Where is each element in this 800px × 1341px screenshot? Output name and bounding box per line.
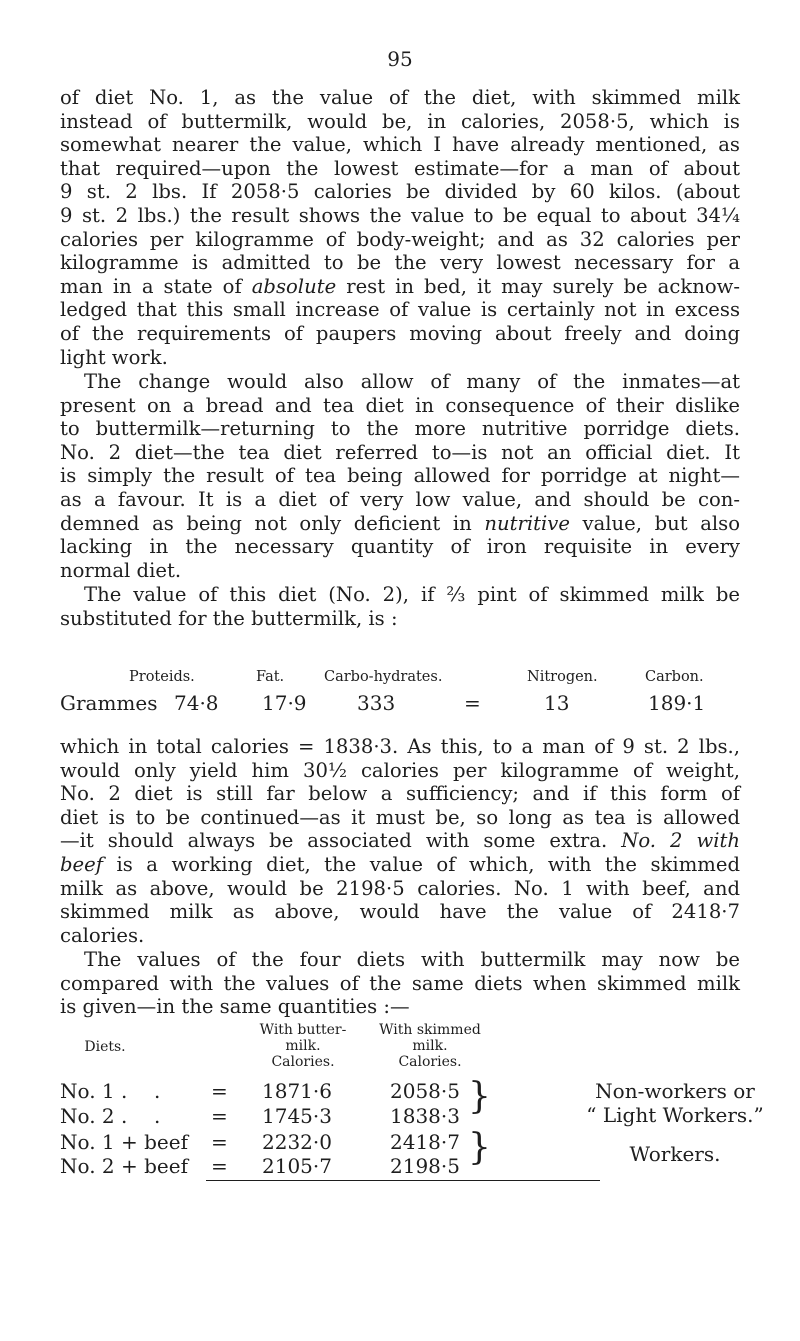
header-line: Calories. [271,1054,335,1070]
table-bottom-rule [206,1180,600,1181]
header-line: milk. [285,1038,321,1054]
paragraph-5 [60,948,740,1019]
nutrient-table [60,669,760,719]
diets-comparison-table [60,1019,780,1229]
header-line: With skimmed [379,1022,481,1038]
text-line: The values of the four diets with buttermilk may now be [84,948,740,971]
buttermilk-calories: 1745·3 [262,1104,332,1128]
text-line: No. 2 diet—the tea diet referred to—is not an official diet. It [60,440,740,464]
text-line: compared with the values of the same diets when skimmed milk [60,971,740,995]
value-fat: 17·9 [262,691,307,715]
row-label-grammes: Grammes [60,691,158,715]
text-line: No. 2 diet is still far below a sufficiency; and if this form of [60,782,740,806]
skimmed-milk-calories: 1838·3 [390,1104,460,1128]
text-line: as a favour. It is a diet of very low value, and should be con- [60,487,740,511]
buttermilk-calories: 1871·6 [262,1079,332,1103]
equals-sign: = [464,691,481,715]
text-line: instead of buttermilk, would be, in calories, 2058·5, which is [60,109,740,133]
header-proteids: Proteids. [129,669,195,685]
text-line: normal diet. [60,558,182,582]
skimmed-milk-calories: 2198·5 [390,1154,460,1178]
text-line: light work. [60,345,168,369]
brace-right: } [468,1076,491,1117]
text-line: skimmed milk as above, would have the value of 2418·7 [60,900,740,924]
italic-no2-with: No. 2 with [621,829,741,853]
value-proteids: 74·8 [174,691,219,715]
text-line: to buttermilk—returning to the more nutritive porridge diets. [60,417,740,441]
text-fragment: value, but also [569,511,741,535]
value-nitrogen: 13 [544,691,570,715]
text-line: lacking in the necessary quantity of iron requisite in every [60,535,740,559]
italic-beef: beef [60,852,103,876]
text-line: ledged that this small increase of value is certainly not in excess [60,298,740,322]
diet-name: No. 2 . [60,1104,128,1128]
group-line: Non-workers or [595,1079,755,1103]
leader-dot: . [154,1079,161,1103]
text-line: is simply the result of tea being allowed for porridge at night— [60,464,740,488]
skimmed-milk-calories: 2418·7 [390,1130,460,1154]
text-line: substituted for the buttermilk, is : [60,606,398,630]
header-carbon: Carbon. [645,669,704,685]
equals-sign: = [211,1079,228,1103]
italic-nutritive: nutritive [484,511,570,535]
text-line: 9 st. 2 lbs.) the result shows the value to be equal to about 34¼ [60,203,740,227]
diet-name: No. 2 + beef [60,1154,188,1178]
text-line: The value of this diet (No. 2), if ⅔ pint of skimmed milk be [84,583,740,606]
text-fragment: rest in bed, it may surely be acknow- [336,274,741,298]
header-nitrogen: Nitrogen. [527,669,598,685]
group-line: “ Light Workers.” [586,1103,764,1127]
value-carbohydrates: 333 [357,691,396,715]
text-line: calories. [60,923,145,947]
diet-name: No. 1 . [60,1079,128,1103]
text-line-with-italic [60,829,740,853]
text-line: is given—in the same quantities :— [60,995,410,1019]
header-line: milk. [412,1038,448,1054]
paragraph-4 [60,735,740,947]
buttermilk-calories: 2105·7 [262,1154,332,1178]
header-fat: Fat. [256,669,285,685]
text-line: would only yield him 30½ calories per kilogramme of weight, [60,758,740,782]
text-fragment: —it should always be associated with some extra. [60,829,622,853]
paragraph-1 [60,86,740,369]
header-carbohydrates: Carbo-hydrates. [324,669,443,685]
text-line-with-italic [60,853,740,877]
paragraph-2 [60,370,740,582]
header-with-skimmed-milk [370,1022,490,1070]
text-line: calories per kilogramme of body-weight; and as 32 calories per [60,227,740,251]
text-line: of the requirements of paupers moving about freely and doing [60,321,740,345]
value-carbon: 189·1 [648,691,706,715]
brace-right: } [468,1127,491,1168]
leader-dot: . [154,1104,161,1128]
equals-sign: = [211,1104,228,1128]
paragraph-3 [60,583,740,630]
text-line: kilogramme is admitted to be the very lowest necessary for a [60,251,740,275]
buttermilk-calories: 2232·0 [262,1130,332,1154]
text-line: which in total calories = 1838·3. As this, to a man of 9 st. 2 lbs., [60,735,740,758]
text-line: somewhat nearer the value, which I have already mentioned, as [60,133,740,157]
text-line: present on a bread and tea diet in consequence of their dislike [60,393,740,417]
page-number: 95 [387,47,413,71]
text-fragment: man in a state of [60,274,252,298]
equals-sign: = [211,1130,228,1154]
header-diets: Diets. [84,1039,126,1055]
text-line-with-italic [60,275,740,299]
text-line: that required—upon the lowest estimate—for a man of about [60,156,740,180]
text-fragment: is a working diet, the value of which, with the skimmed [103,852,740,876]
text-line-with-italic [60,512,740,536]
italic-absolute: absolute [251,274,337,298]
skimmed-milk-calories: 2058·5 [390,1079,460,1103]
group-label-non-workers [570,1079,780,1127]
equals-sign: = [211,1154,228,1178]
text-line: milk as above, would be 2198·5 calories. No. 1 with beef, and [60,876,740,900]
header-line: With butter- [259,1022,347,1038]
diet-name: No. 1 + beef [60,1130,188,1154]
text-fragment: demned as being not only deficient in [60,511,485,535]
group-label-workers: Workers. [629,1142,721,1166]
text-line: The change would also allow of many of the inmates—at [84,370,740,393]
text-line: of diet No. 1, as the value of the diet, with skimmed milk [60,86,740,109]
header-with-buttermilk [248,1022,358,1070]
header-line: Calories. [398,1054,462,1070]
text-line: diet is to be continued—as it must be, so long as tea is allowed [60,805,740,829]
text-line: 9 st. 2 lbs. If 2058·5 calories be divided by 60 kilos. (about [60,180,740,204]
